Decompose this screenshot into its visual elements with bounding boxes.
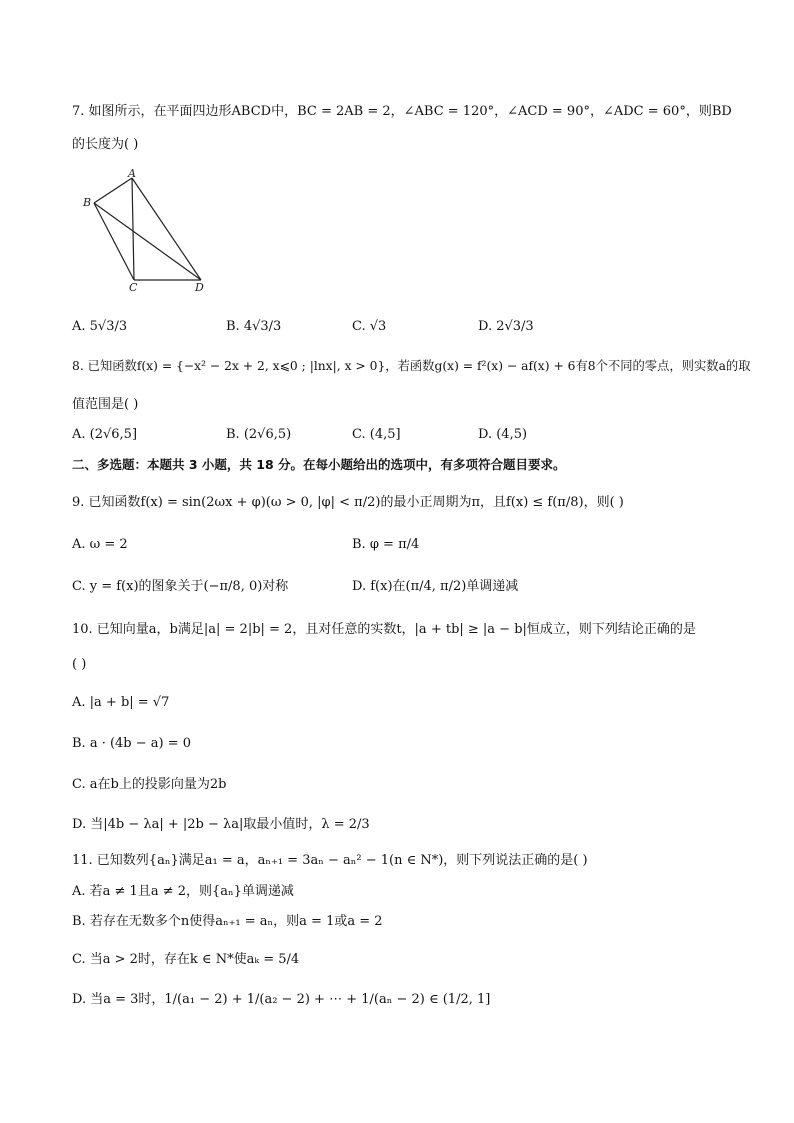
q8-stem-line1: 8. 已知函数f(x) = {−x² − 2x + 2, x⩽0 ; |lnx|, x > 0}，若函数g(x) = f²(x) − af(x) + 6有8个不同的零点，则实数a的取	[72, 359, 751, 373]
edge-ab	[94, 178, 132, 203]
q9-option-c: C. y = f(x)的图象关于(−π/8, 0)对称	[72, 579, 289, 594]
q10-option-c: C. a在b上的投影向量为2b	[72, 777, 227, 792]
vertex-label-b: B	[83, 196, 92, 209]
q8-option-c: C. (4,5]	[352, 427, 401, 442]
q10-option-b: B. a · (4b − a) = 0	[72, 736, 192, 751]
q9-option-b: B. φ = π/4	[352, 537, 420, 552]
q11-option-a: A. 若a ≠ 1且a ≠ 2，则{aₙ}单调递减	[72, 884, 294, 899]
q10-option-d: D. 当|4b − λa| + |2b − λa|取最小值时，λ = 2/3	[72, 817, 370, 832]
q10-stem-line1: 10. 已知向量a，b满足|a| = 2|b| = 2，且对任意的实数t，|a + tb| ≥ |a − b|恒成立，则下列结论正确的是	[72, 622, 696, 637]
q8-stem-line2: 值范围是( )	[72, 397, 139, 412]
q9-option-d: D. f(x)在(π/4, π/2)单调递减	[352, 579, 519, 594]
q10-stem-line2: ( )	[72, 657, 87, 672]
q11-stem: 11. 已知数列{aₙ}满足a₁ = a，aₙ₊₁ = 3aₙ − aₙ² − 1(n ∈ N*)，则下列说法正确的是( )	[72, 853, 588, 868]
q7-option-a: A. 5√3/3	[72, 319, 128, 334]
q7-quadrilateral-figure	[80, 168, 210, 292]
edge-ad	[132, 178, 201, 280]
section-multiple-choice-heading: 二、多选题：本题共 3 小题，共 18 分。在每小题给出的选项中，有多项符合题目要求。	[72, 457, 566, 472]
q7-option-c: C. √3	[352, 319, 387, 334]
q8-option-b: B. (2√6,5)	[226, 427, 292, 442]
q11-option-b: B. 若存在无数多个n使得aₙ₊₁ = aₙ，则a = 1或a = 2	[72, 914, 383, 929]
vertex-label-c: C	[129, 281, 138, 292]
q7-option-b: B. 4√3/3	[226, 319, 282, 334]
q7-stem-line1: 7. 如图所示，在平面四边形ABCD中，BC = 2AB = 2，∠ABC = 120°，∠ACD = 90°，∠ADC = 60°，则BD	[72, 104, 732, 119]
q8-option-d: D. (4,5)	[478, 427, 528, 442]
q9-option-a: A. ω = 2	[72, 537, 128, 552]
q7-stem-line2: 的长度为( )	[72, 137, 139, 152]
q11-option-d: D. 当a = 3时，1/(a₁ − 2) + 1/(a₂ − 2) + ⋯ + 1/(aₙ − 2) ∈ (1/2, 1]	[72, 992, 491, 1007]
q7-option-d: D. 2√3/3	[478, 319, 534, 334]
q10-option-a: A. |a + b| = √7	[72, 695, 170, 710]
q11-option-c: C. 当a > 2时，存在k ∈ N*使aₖ = 5/4	[72, 952, 300, 967]
vertex-label-a: A	[128, 168, 136, 180]
edge-bc	[94, 203, 134, 280]
vertex-label-d: D	[195, 281, 204, 292]
q8-option-a: A. (2√6,5]	[72, 427, 138, 442]
edge-ac	[132, 178, 134, 280]
q9-stem: 9. 已知函数f(x) = sin(2ωx + φ)(ω > 0, |φ| < π/2)的最小正周期为π，且f(x) ≤ f(π/8)，则( )	[72, 495, 624, 510]
edge-bd	[94, 203, 201, 280]
